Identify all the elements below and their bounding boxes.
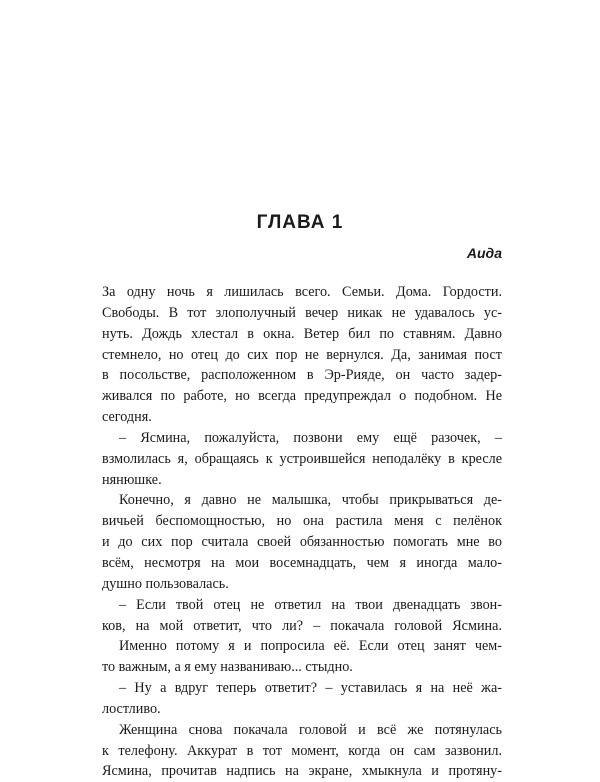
- text-line: нуть. Дождь хлестал в окна. Ветер бил по ставням. Давно: [102, 325, 502, 342]
- text-line: – Если твой отец не ответил на твои двенадцать звон-: [119, 596, 502, 613]
- chapter-title: ГЛАВА 1: [256, 212, 344, 233]
- chapter-pov-character: Аида: [466, 245, 502, 261]
- text-line: Конечно, я давно не малышка, чтобы прикрываться де-: [119, 492, 502, 509]
- text-line: Свободы. В тот злополучный вечер никак не удавалось ус-: [102, 304, 502, 321]
- text-line: взмолилась я, обращаясь к устроившейся неподалёку в кресле: [102, 450, 502, 467]
- text-line: всём, несмотря на мои восемнадцать, чем я иногда мало-: [102, 554, 502, 571]
- text-line: стемнело, но отец до сих пор не вернулся. Да, занимая пост: [102, 346, 502, 363]
- text-line: душно пользовалась.: [102, 575, 229, 592]
- text-line: и до сих пор считала своей обязанностью помогать мне во: [102, 534, 502, 551]
- text-line: к телефону. Аккурат в тот момент, когда он сам зазвонил.: [102, 742, 502, 759]
- text-line: Именно потому я и попросила её. Если отец занят чем-: [119, 638, 502, 655]
- text-line: – Ну а вдруг теперь ответит? – уставилась я на неё жа-: [119, 680, 502, 697]
- text-line: – Ясмина, пожалуйста, позвони ему ещё разочек, –: [119, 429, 502, 446]
- text-line: в посольстве, расположенном в Эр-Рияде, он часто задер-: [102, 367, 502, 384]
- text-line: вичьей беспомощностью, но она растила меня с пелёнок: [102, 513, 502, 530]
- text-line: Ясмина, прочитав надпись на экране, хмыкнула и протяну-: [102, 763, 502, 780]
- chapter-body: [102, 282, 502, 782]
- text-line: нянюшке.: [102, 471, 162, 488]
- text-line: Женщина снова покачала головой и всё же потянулась: [119, 721, 502, 738]
- text-line: то важным, а я ему названиваю... стыдно.: [102, 659, 353, 676]
- text-line: живался по работе, но всегда предупреждал о подобном. Не: [102, 388, 502, 405]
- text-line: За одну ночь я лишилась всего. Семьи. Дома. Гордости.: [102, 284, 502, 300]
- text-line: сегодня.: [102, 409, 152, 426]
- text-line: ков, на мой ответит, что ли? – покачала головой Ясмина.: [102, 617, 502, 634]
- text-line: лостливо.: [102, 700, 161, 717]
